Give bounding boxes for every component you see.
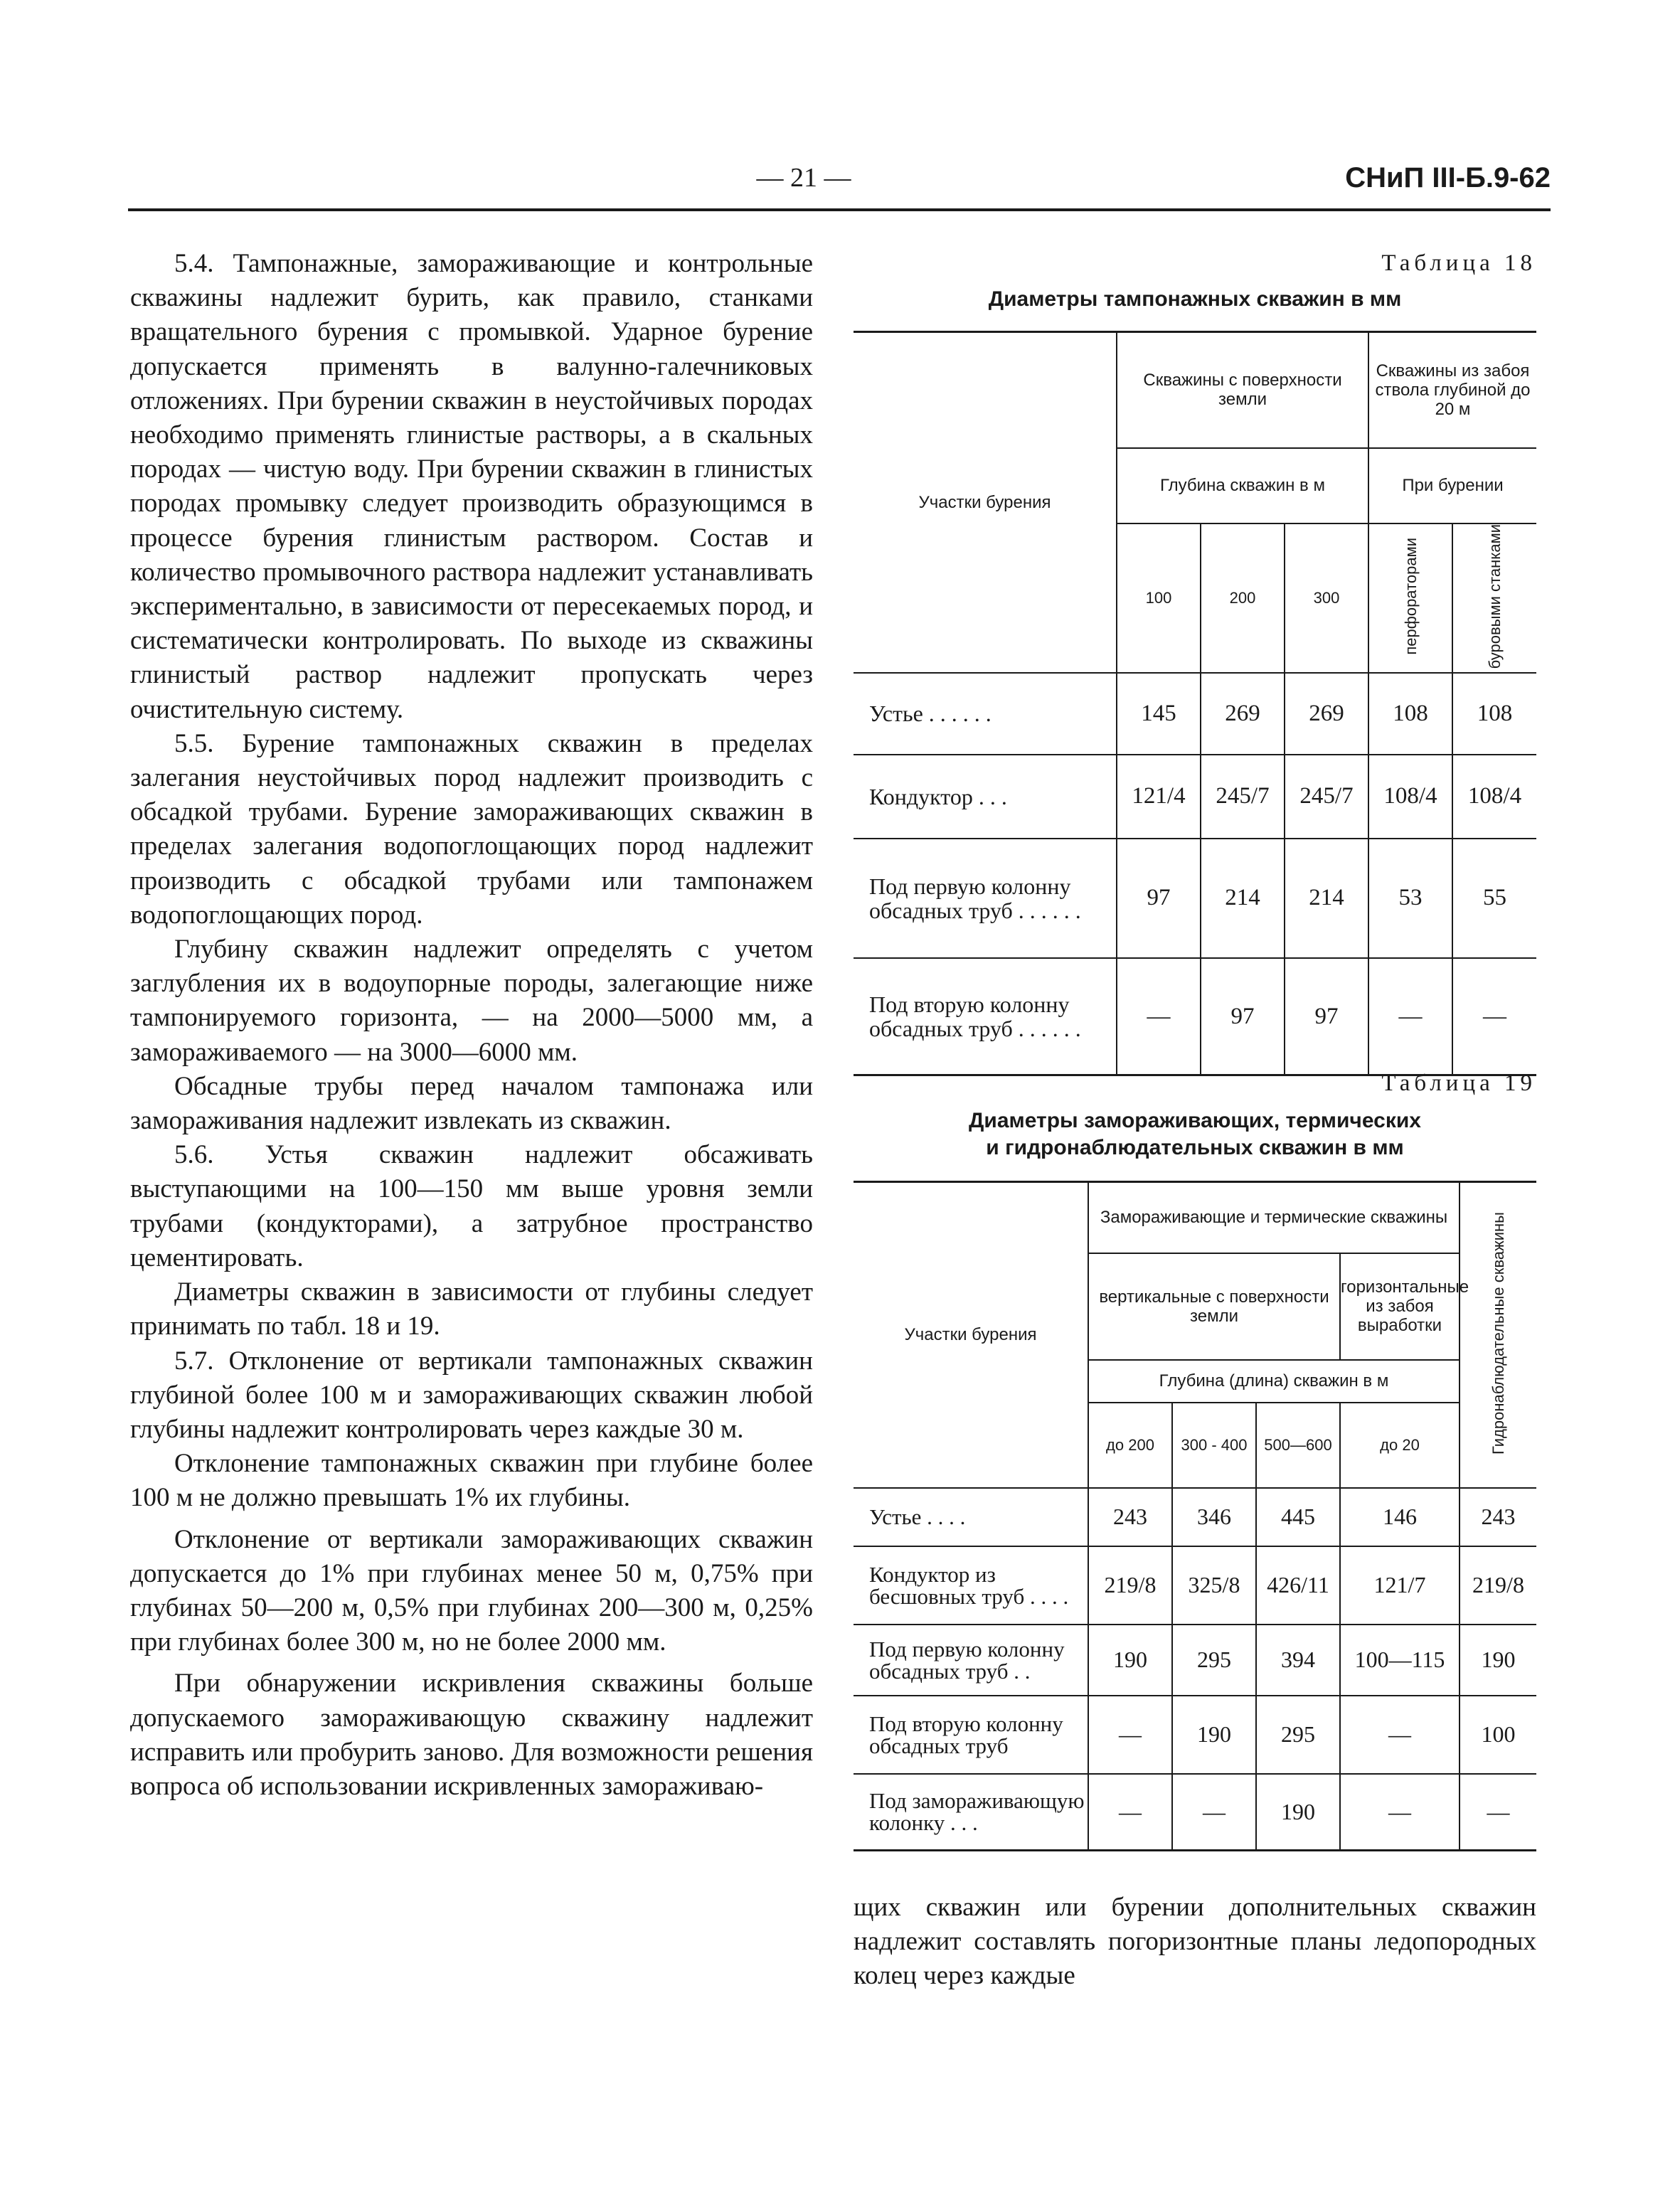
document-code: СНиП III-Б.9-62 xyxy=(1345,162,1551,193)
t18-header-section: Участки бурения xyxy=(854,332,1117,673)
t19-depth-300-400: 300 - 400 xyxy=(1172,1403,1256,1488)
t18-header-drilling: При бурении xyxy=(1368,448,1536,523)
t18-depth-100: 100 xyxy=(1117,523,1201,673)
t19-header-freezing: Замораживающие и термические скважины xyxy=(1088,1182,1460,1253)
t18-header-surface: Скважины с поверхности земли xyxy=(1117,332,1368,448)
table-row: Устье . . . . . . 145 269 269 108 108 xyxy=(854,673,1536,755)
left-column-text xyxy=(130,247,813,1804)
paragraph-5-7: 5.7. Отклонение от вертикали тампонажных скважин глубиной более 100 м и замораживающих скважин любой глубины надлежит контролировать через каждые 30 м. xyxy=(130,1346,813,1444)
table-row: Под первую колонну обсадных труб . . 190 295 394 100—115 190 xyxy=(854,1625,1536,1696)
t19-depth-500-600: 500—600 xyxy=(1256,1403,1340,1488)
table-18-title: Диаметры тампонажных скважин в мм xyxy=(988,287,1402,311)
table-row: Кондуктор . . . 121/4 245/7 245/7 108/4 108/4 xyxy=(854,755,1536,839)
table-row: Под вторую колонну обсадных труб — 190 295 — 100 xyxy=(854,1696,1536,1774)
t18-header-perforators: перфораторами xyxy=(1368,523,1452,673)
table-19-title: Диаметры замораживающих, термических и гидронаблюдательных скважин в мм xyxy=(969,1109,1421,1159)
paragraph-casing-removal: Обсадные трубы перед началом тампонажа или замораживания надлежит извлекать из скважин. xyxy=(130,1071,813,1136)
t18-header-depth: Глубина скважин в м xyxy=(1117,448,1368,523)
table-19-number: Таблица 19 xyxy=(1381,1070,1536,1096)
t18-header-drill-rigs: буровыми станками xyxy=(1452,523,1536,673)
t19-header-horizontal: горизонтальные из забоя выработки xyxy=(1340,1253,1460,1360)
table-row: Под вторую колонну обсадных труб . . . . . . — 97 97 — — xyxy=(854,958,1536,1075)
right-column-continuation: щих скважин или бурении дополнительных скважин надлежит составлять погоризонтные планы ледопородных колец через каждые xyxy=(854,1893,1536,1991)
t19-header-depth: Глубина (длина) скважин в м xyxy=(1088,1360,1460,1403)
t18-header-shaft: Скважины из забоя ствола глубиной до 20 м xyxy=(1368,332,1536,448)
t18-depth-200: 200 xyxy=(1201,523,1285,673)
table-18 xyxy=(854,331,1536,1076)
table-19 xyxy=(854,1181,1536,1851)
paragraph-deviation-freezing: Отклонение от вертикали замораживающих скважин допускается до 1% при глубинах менее 50 м, 0,75% при глубинах 50—200 м, 0,5% при глубинах 200—300 м, 0,25% при глубинах более 300 м, но не более 2000 мм. xyxy=(130,1524,813,1657)
table-row: Под замораживающую колонку . . . — — 190 — — xyxy=(854,1774,1536,1851)
paragraph-depth: Глубину скважин надлежит определять с учетом заглубления их в водоупорные породы, залегающие ниже тампонируемого горизонта, — на 2000—5000 мм, а замораживаемого — на 3000—6000 мм. xyxy=(130,935,813,1067)
paragraph-5-6: 5.6. Устья скважин надлежит обсаживать выступающими на 100—150 мм выше уровня земли трубами (кондукторами), а затрубное пространство цементировать. xyxy=(130,1140,813,1272)
table-row: Устье . . . . 243 346 445 146 243 xyxy=(854,1488,1536,1546)
paragraph-5-4: 5.4. Тампонажные, замораживающие и контрольные скважины надлежит бурить, как правило, станками вращательного бурения с промывкой. Ударное бурение допускается применять в валунно-галечниковых отложениях. При бурении скважин в неустойчивых породах необходимо применять глинистые растворы, а в скальных породах — чистую воду. При бурении скважин в глинистых породах промывку следует производить образующимся в процессе бурения глинистым раствором. Состав и количество промывочного раствора надлежит устанавливать экспериментально, в зависимости от пересекаемых пород, и систематически контролировать. По выходе из скважины глинистый раствор надлежит пропускать через очистительную систему. xyxy=(130,249,813,724)
t19-depth-200: до 200 xyxy=(1088,1403,1172,1488)
t19-header-section: Участки бурения xyxy=(854,1182,1088,1488)
t19-header-hydro: Гидронаблюдательные скважины xyxy=(1460,1182,1536,1488)
paragraph-curvature: При обнаружении искривления скважины больше допускаемого замораживающую скважину надлежит исправить или пробурить заново. Для возможности решения вопроса об использовании искривленных замораживаю- xyxy=(130,1669,813,1801)
t19-header-vertical: вертикальные с поверхности земли xyxy=(1088,1253,1340,1360)
t18-depth-300: 300 xyxy=(1285,523,1368,673)
table-row: Кондуктор из бесшовных труб . . . . 219/8 325/8 426/11 121/7 219/8 xyxy=(854,1546,1536,1625)
table-row: Под первую колонну обсадных труб . . . . . . 97 214 214 53 55 xyxy=(854,839,1536,958)
t19-depth-20: до 20 xyxy=(1340,1403,1460,1488)
paragraph-diameters: Диаметры скважин в зависимости от глубины следует принимать по табл. 18 и 19. xyxy=(130,1277,813,1341)
page-number: — 21 — xyxy=(756,163,851,193)
paragraph-deviation-grouting: Отклонение тампонажных скважин при глубине более 100 м не должно превышать 1% их глубины. xyxy=(130,1449,813,1513)
table-18-number: Таблица 18 xyxy=(1381,250,1536,276)
header-rule xyxy=(128,208,1551,211)
paragraph-5-5: 5.5. Бурение тампонажных скважин в пределах залегания неустойчивых пород надлежит производить с обсадкой трубами. Бурение замораживающих скважин в пределах залегания водопоглощающих пород надлежит производить с обсадкой трубами или тампонажем водопоглощающих пород. xyxy=(130,728,813,930)
